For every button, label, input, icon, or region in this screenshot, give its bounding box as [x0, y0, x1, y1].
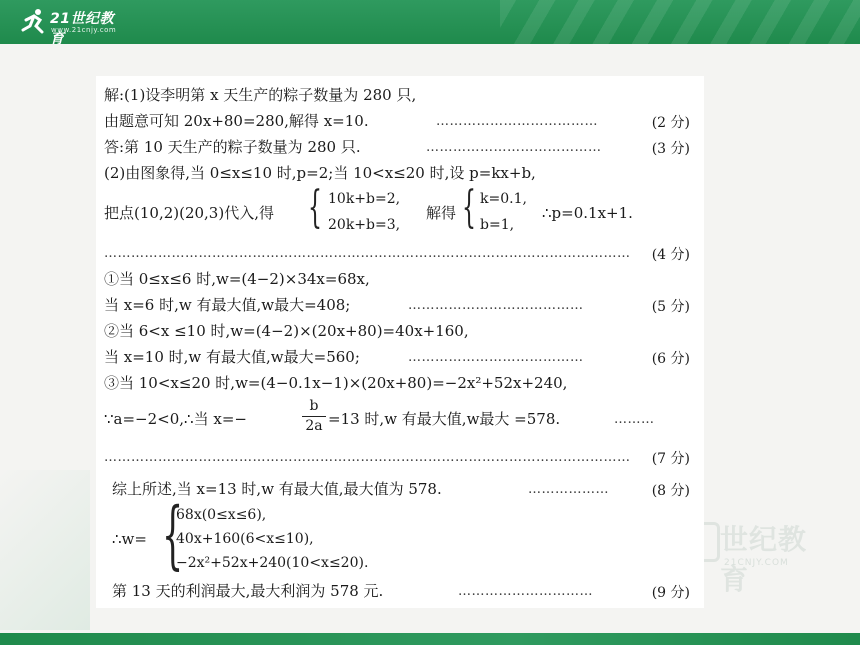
system-brace: { — [462, 182, 476, 233]
score-8: (8 分) — [651, 483, 690, 499]
fraction-numerator: b — [309, 398, 319, 414]
score-3: (3 分) — [651, 141, 690, 157]
solve-word: 解得 — [426, 204, 457, 222]
piecewise-case-3: −2x²+52x+240(10<x≤20). — [176, 555, 369, 571]
piecewise-case-2: 40x+160(6<x≤10), — [176, 531, 314, 547]
solution-line-12-prefix: ∵a=−2<0,∴当 x=− — [104, 410, 247, 428]
runner-logo-icon — [20, 8, 48, 34]
leader-dots: ……………………………………………………………………………………………………… — [104, 450, 631, 465]
solution-line-12-suffix: =13 时,w 有最大值,w最大 =578. — [328, 410, 561, 428]
system-2-eq-1: k=0.1, — [480, 191, 527, 207]
solution-line-1: 解:(1)设李明第 x 天生产的粽子数量为 280 只, — [104, 86, 417, 104]
piecewise-brace: { — [162, 492, 184, 578]
piecewise-prefix: ∴w= — [112, 530, 147, 548]
site-logo[interactable] — [20, 6, 120, 44]
system-2-eq-2: b=1, — [480, 217, 515, 233]
score-7: (7 分) — [651, 451, 690, 467]
solution-panel — [96, 76, 704, 608]
solution-line-4: (2)由图象得,当 0≤x≤10 时,p=2;当 10<x≤20 时,设 p=kx+b, — [104, 164, 536, 182]
score-9: (9 分) — [651, 585, 690, 601]
leader-dots: ……………………………………………………………………………………………………… — [104, 246, 631, 261]
score-2: (2 分) — [651, 115, 690, 131]
leader-dots: ………………………………… — [408, 350, 584, 365]
system-1-eq-1: 10k+b=2, — [328, 191, 401, 207]
leader-dots: ………………………………… — [408, 298, 584, 313]
watermark-url: 21CNJY.COM — [724, 558, 789, 568]
solution-line-7: ①当 0≤x≤6 时,w=(4−2)×34x=68x, — [104, 270, 370, 288]
solution-line-3: 答:第 10 天生产的粽子数量为 280 只. — [104, 138, 361, 156]
fraction-denominator: 2a — [302, 416, 326, 434]
solution-line-5-prefix: 把点(10,2)(20,3)代入,得 — [104, 204, 274, 222]
footer-band — [0, 633, 860, 645]
leader-dots: ……………………………… — [436, 114, 598, 129]
fraction-b-over-2a — [302, 398, 326, 434]
solution-line-11: ③当 10<x≤20 时,w=(4−0.1x−1)×(20x+80)=−2x²+52x+240, — [104, 374, 568, 392]
solution-line-10: 当 x=10 时,w 有最大值,w最大=560; — [104, 348, 360, 366]
system-result: ∴p=0.1x+1. — [542, 204, 633, 222]
header-bar — [0, 0, 860, 44]
leader-dots: ………………………… — [458, 584, 593, 599]
solution-line-16: 第 13 天的利润最大,最大利润为 578 元. — [112, 582, 384, 600]
watermark-title: 世纪教育 — [720, 523, 808, 596]
leader-dots: ……………… — [528, 482, 609, 497]
score-6: (6 分) — [651, 351, 690, 367]
logo-text: 21世纪教育 — [50, 11, 114, 44]
leader-dots: ………………………………… — [426, 140, 602, 155]
score-4: (4 分) — [651, 247, 690, 263]
score-5: (5 分) — [651, 299, 690, 315]
side-decoration — [0, 470, 90, 630]
logo-url: www.21cnjy.com — [51, 26, 117, 34]
solution-line-8: 当 x=6 时,w 有最大值,w最大=408; — [104, 296, 351, 314]
solution-line-2: 由题意可知 20x+80=280,解得 x=10. — [104, 112, 369, 130]
header-stripes — [500, 0, 860, 44]
piecewise-case-1: 68x(0≤x≤6), — [176, 507, 267, 523]
system-1-eq-2: 20k+b=3, — [328, 217, 401, 233]
solution-line-14: 综上所述,当 x=13 时,w 有最大值,最大值为 578. — [112, 480, 442, 498]
solution-line-9: ②当 6<x ≤10 时,w=(4−2)×(20x+80)=40x+160, — [104, 322, 469, 340]
leader-dots: ……… — [614, 412, 655, 427]
system-brace: { — [308, 182, 322, 233]
